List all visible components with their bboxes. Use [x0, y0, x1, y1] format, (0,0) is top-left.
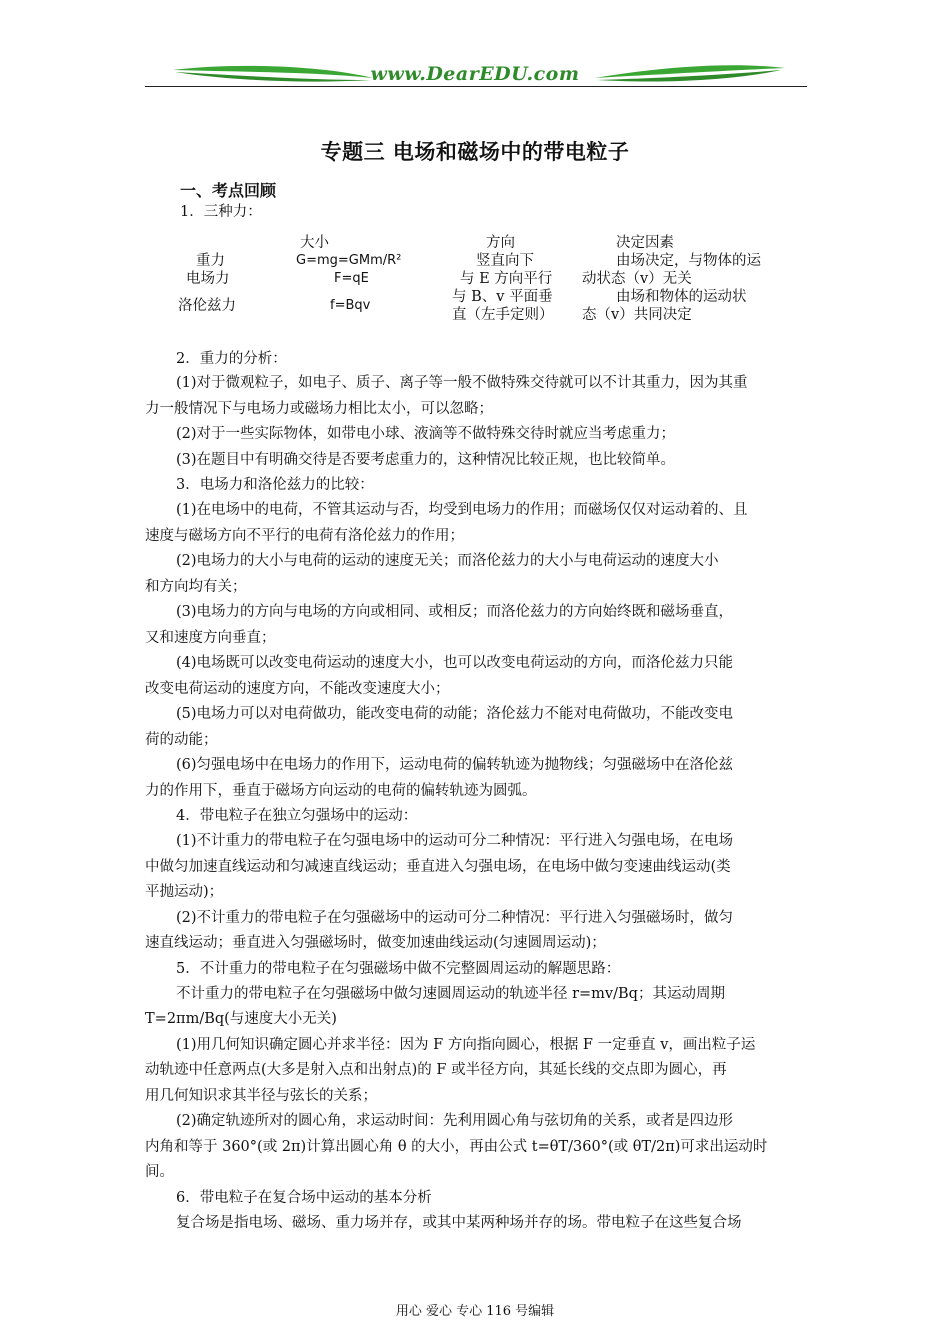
col-header-direction: 方向	[486, 235, 515, 251]
body-line: (2)确定轨迹所对的圆心角，求运动时间：先利用圆心角与弦切角的关系，或者是四边形	[176, 1113, 734, 1129]
header-site-logo: www.DearEDU.com	[370, 63, 580, 85]
body-line: 间。	[145, 1164, 174, 1180]
body-line: 4．带电粒子在独立匀强场中的运动：	[176, 808, 418, 824]
body-line: (4)电场既可以改变电荷运动的速度大小，也可以改变电荷运动的方向，而洛伦兹力只能	[176, 655, 734, 671]
row-gravity-size: G=mg=GMm/R²	[296, 253, 402, 268]
row-lorentz-factor-2: 态（v）共同决定	[582, 307, 692, 323]
body-line: 不计重力的带电粒子在匀强磁场中做匀速圆周运动的轨迹半径 r=mv/Bq；其运动周期	[176, 986, 725, 1002]
body-line: 复合场是指电场、磁场、重力场并存，或其中某两种场并存的场。带电粒子在这些复合场	[176, 1215, 742, 1231]
row-gravity-name: 重力	[196, 253, 225, 269]
body-line: 内角和等于 360°(或 2π)计算出圆心角 θ 的大小，再由公式 t=θT/360°(或 θT/2π)可求出运动时	[145, 1139, 768, 1155]
row-lorentz-size: f=Bqv	[330, 298, 371, 313]
col-header-factor: 决定因素	[616, 235, 674, 251]
body-line: (2)不计重力的带电粒子在匀强磁场中的运动可分二种情况：平行进入匀强磁场时，做匀	[176, 910, 734, 926]
row-electric-direction: 与 E 方向平行	[460, 271, 553, 287]
body-line: 6．带电粒子在复合场中运动的基本分析	[176, 1190, 432, 1206]
section-heading: 一、考点回顾	[180, 181, 277, 200]
body-line: 力的作用下，垂直于磁场方向运动的电荷的偏转轨迹为圆弧。	[145, 783, 537, 799]
row-lorentz-direction-1: 与 B、v 平面垂	[452, 289, 553, 305]
row-lorentz-name: 洛伦兹力	[178, 298, 236, 314]
body-line: (6)匀强电场中在电场力的作用下，运动电荷的偏转轨迹为抛物线；匀强磁场中在洛伦兹	[176, 757, 734, 773]
page-title: 专题三 电场和磁场中的带电粒子	[320, 140, 630, 164]
page-header	[145, 58, 807, 90]
body-line: 和方向均有关；	[145, 579, 247, 595]
body-line: T=2πm/Bq(与速度大小无关)	[145, 1011, 337, 1027]
row-electric-name: 电场力	[186, 271, 230, 287]
body-line: 平抛运动)；	[145, 884, 224, 900]
body-line: (1)在电场中的电荷，不管其运动与否，均受到电场力的作用；而磁场仅仅对运动着的、且	[176, 502, 748, 518]
body-line: (3)电场力的方向与电场的方向或相同、或相反；而洛伦兹力的方向始终既和磁场垂直，	[176, 604, 734, 620]
body-line: (5)电场力可以对电荷做功，能改变电荷的动能；洛伦兹力不能对电荷做功，不能改变电	[176, 706, 734, 722]
row-electric-factor: 动状态（v）无关	[582, 271, 692, 287]
row-gravity-direction: 竖直向下	[476, 253, 534, 269]
body-line: 5．不计重力的带电粒子在匀强磁场中做不完整圆周运动的解题思路：	[176, 961, 621, 977]
body-line: 速直线运动；垂直进入匀强磁场时，做变加速曲线运动(匀速圆周运动)；	[145, 935, 606, 951]
body-line: (2)电场力的大小与电荷的运动的速度无关；而洛伦兹力的大小与电荷运动的速度大小	[176, 553, 719, 569]
row-lorentz-direction-2: 直（左手定则）	[452, 307, 554, 323]
body-line: 改变电荷运动的速度方向，不能改变速度大小；	[145, 681, 450, 697]
col-header-size: 大小	[300, 235, 329, 251]
body-line: (3)在题目中有明确交待是否要考虑重力的，这种情况比较正规，也比较简单。	[176, 452, 676, 468]
row-gravity-factor: 由场决定，与物体的运	[616, 253, 761, 269]
page-footer: 用心 爱心 专心 116 号编辑	[395, 1304, 555, 1319]
body-line: (1)不计重力的带电粒子在匀强电场中的运动可分二种情况：平行进入匀强电场，在电场	[176, 833, 734, 849]
row-lorentz-factor-1: 由场和物体的运动状	[616, 289, 747, 305]
body-line: 用几何知识求其半径与弦长的关系；	[145, 1088, 377, 1104]
row-electric-size: F=qE	[334, 271, 369, 286]
body-line: 荷的动能；	[145, 732, 218, 748]
body-line: 2．重力的分析：	[176, 351, 287, 367]
body-line: 速度与磁场方向不平行的电荷有洛伦兹力的作用；	[145, 528, 464, 544]
body-line: 力一般情况下与电场力或磁场力相比太小，可以忽略；	[145, 401, 493, 417]
body-line: (1)对于微观粒子，如电子、质子、离子等一般不做特殊交待就可以不计其重力，因为其重	[176, 375, 748, 391]
header-rule	[145, 86, 807, 87]
body-line: 中做匀加速直线运动和匀减速直线运动；垂直进入匀强电场，在电场中做匀变速曲线运动(类	[145, 859, 731, 875]
body-line: (1)用几何知识确定圆心并求半径：因为 F 方向指向圆心，根据 F 一定垂直 v，画出粒子运	[176, 1037, 756, 1053]
body-line: 3．电场力和洛伦兹力的比较：	[176, 477, 374, 493]
body-line: (2)对于一些实际物体，如带电小球、液滴等不做特殊交待时就应当考虑重力；	[176, 426, 676, 442]
body-line: 又和速度方向垂直；	[145, 630, 276, 646]
body-line: 动轨迹中任意两点(大多是射入点和出射点)的 F 或半径方向，其延长线的交点即为圆心，再	[145, 1062, 727, 1078]
item-heading: 1．三种力：	[180, 204, 262, 220]
